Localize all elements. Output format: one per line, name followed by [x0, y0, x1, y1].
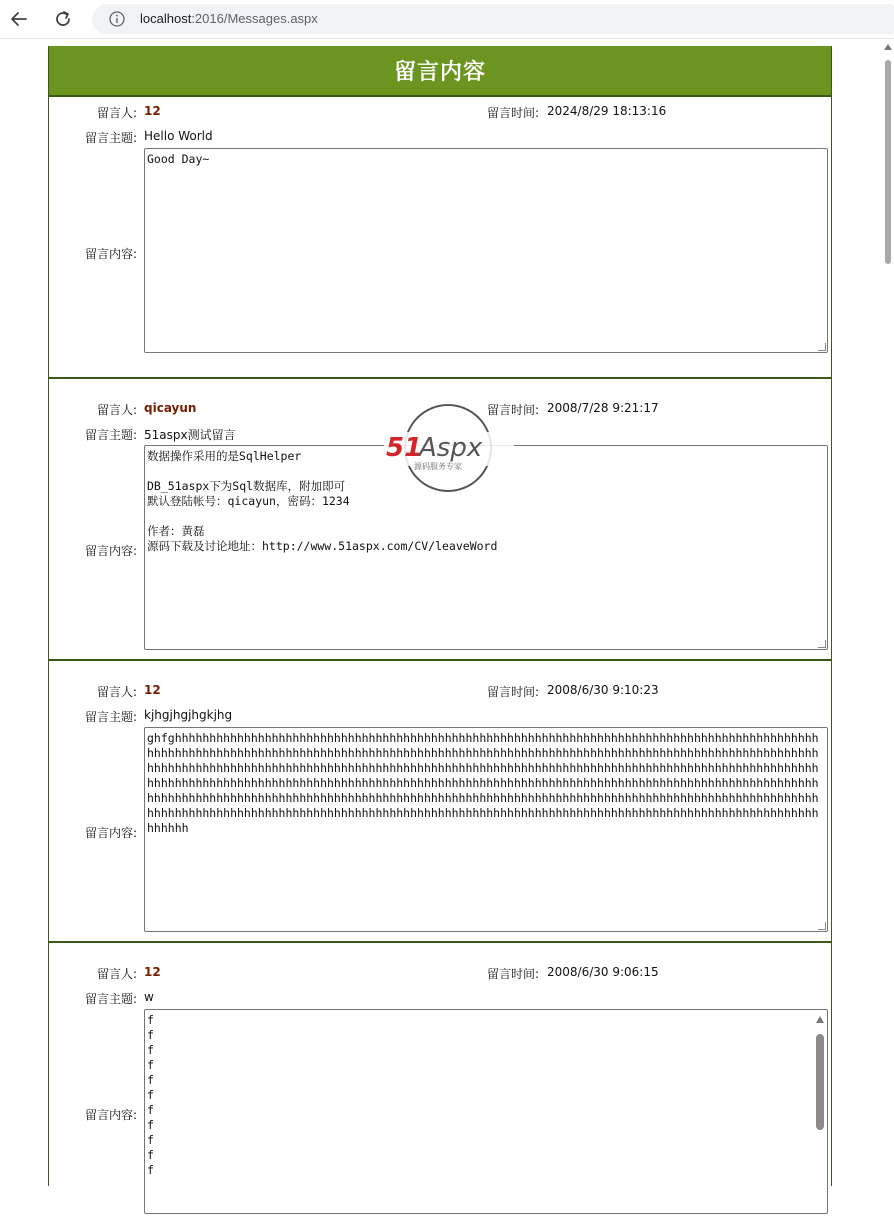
time-value: 2008/6/30 9:06:15: [547, 965, 659, 979]
user-label: 留言人:: [96, 967, 137, 981]
time-value: 2024/8/29 18:13:16: [547, 104, 667, 118]
user-label: 留言人:: [96, 403, 137, 417]
content-label: 留言内容:: [84, 826, 137, 840]
subject-value: 51aspx测试留言: [144, 428, 236, 442]
content-textarea[interactable]: 数据操作采用的是SqlHelper DB_51aspx下为Sql数据库，附加即可 默认登陆帐号：qicayun，密码：1234 作者：黄磊 源码下载及讨论地址：http://www.51aspx.com/CV/leaveWord: [144, 445, 828, 650]
content-label: 留言内容:: [84, 1108, 137, 1122]
user-value: 12: [144, 965, 161, 979]
svg-text:Aspx: Aspx: [419, 433, 483, 463]
user-value: qicayun: [144, 401, 197, 415]
address-bar[interactable]: [92, 4, 894, 34]
reload-button[interactable]: [52, 8, 74, 30]
content-label: 留言内容:: [84, 247, 137, 261]
page-title: 留言内容: [49, 46, 831, 97]
message-entry: [49, 943, 831, 1223]
scroll-up-arrow-icon[interactable]: [884, 44, 892, 50]
user-value: 12: [144, 104, 161, 118]
subject-label: 留言主题:: [84, 428, 137, 442]
scrollbar-thumb[interactable]: [885, 60, 891, 264]
time-label: 留言时间:: [487, 403, 540, 417]
svg-text:源码服务专家: 源码服务专家: [414, 462, 462, 471]
user-label: 留言人:: [96, 685, 137, 699]
textarea-scrollbar[interactable]: [815, 1016, 825, 1206]
user-value: 12: [144, 683, 161, 697]
page-scrollbar[interactable]: [882, 40, 894, 1159]
resize-handle-icon[interactable]: [818, 343, 826, 351]
subject-label: 留言主题:: [84, 992, 137, 1006]
site-info-icon[interactable]: [109, 11, 125, 31]
message-entry: [49, 661, 831, 943]
back-button[interactable]: [8, 8, 30, 30]
resize-handle-icon[interactable]: [818, 640, 826, 648]
svg-text:51: 51: [386, 433, 423, 463]
content-textarea[interactable]: f f f f f f f f f f f: [144, 1009, 828, 1214]
time-label: 留言时间:: [487, 685, 540, 699]
browser-toolbar: [0, 0, 894, 39]
content-textarea[interactable]: ghfghhhhhhhhhhhhhhhhhhhhhhhhhhhhhhhhhhhhhhhhhhhhhhhhhhhhhhhhhhhhhhhhhhhhhhhhhhhhhhhhhhhhhhhhhhhhhhhhhhhhhhhhhhhhhhhhhhhhhhhhhhhhhhhhhhhhhhhhhhhhhhhhhhhhhhhhhhhhhhhhhhhhhhhhhhhhhhhhhhhhhhhhhhhhhhhhhhhhhhhhhhhhhhhhhhhhhhhhhhhhhhhhhhhhhhhhhhhhhhhhhhhhhhhhhhhhhhhhhhhhhhhhhhhhhhhhhhhhhhhhhhhhhhhhhhhhhhhhhhhhhhhhhhhhhhhhhhhhhhhhhhhhhhhhhhhhhhhhhhhhhhhhhhhhhhhhhhhhhhhhhhhhhhhhhhhhhhhhhhhhhhhhhhhhhhhhhhhhhhhhhhhhhhhhhhhhhhhhhhhhhhhhhhhhhhhhhhhhhhhhhhhhhhhhhhhhhhhhhhhhhhhhhhhhhhhhhhhhhhhhhhhhhhhhhhhhhhhhhhhhhhhhhhhhhhhhhhhhhhhhhhhhhhhhhhhhhhhhhhhhhhhhhhhhhhhhhhhhhhhhhhhhhhhhhhhhhhhhhhhhhhhh: [144, 727, 828, 932]
time-value: 2008/6/30 9:10:23: [547, 683, 659, 697]
scrollbar-thumb[interactable]: [816, 1034, 824, 1130]
time-value: 2008/7/28 9:21:17: [547, 401, 659, 415]
arrow-left-icon: [9, 9, 29, 29]
subject-value: kjhgjhgjhgkjhg: [144, 708, 233, 722]
message-entry: [49, 97, 831, 379]
reload-icon: [53, 9, 73, 29]
resize-handle-icon[interactable]: [818, 922, 826, 930]
subject-label: 留言主题:: [84, 710, 137, 724]
subject-label: 留言主题:: [84, 131, 137, 145]
url-text[interactable]: localhost:2016/Messages.aspx: [140, 11, 318, 26]
content-textarea[interactable]: Good Day~: [144, 148, 828, 353]
user-label: 留言人:: [96, 106, 137, 120]
content-label: 留言内容:: [84, 544, 137, 558]
time-label: 留言时间:: [487, 106, 540, 120]
time-label: 留言时间:: [487, 967, 540, 981]
subject-value: w: [144, 990, 154, 1004]
subject-value: Hello World: [144, 129, 213, 143]
messages-container: [48, 46, 832, 1186]
scroll-up-arrow-icon[interactable]: [816, 1016, 824, 1023]
watermark-logo: [384, 402, 514, 494]
